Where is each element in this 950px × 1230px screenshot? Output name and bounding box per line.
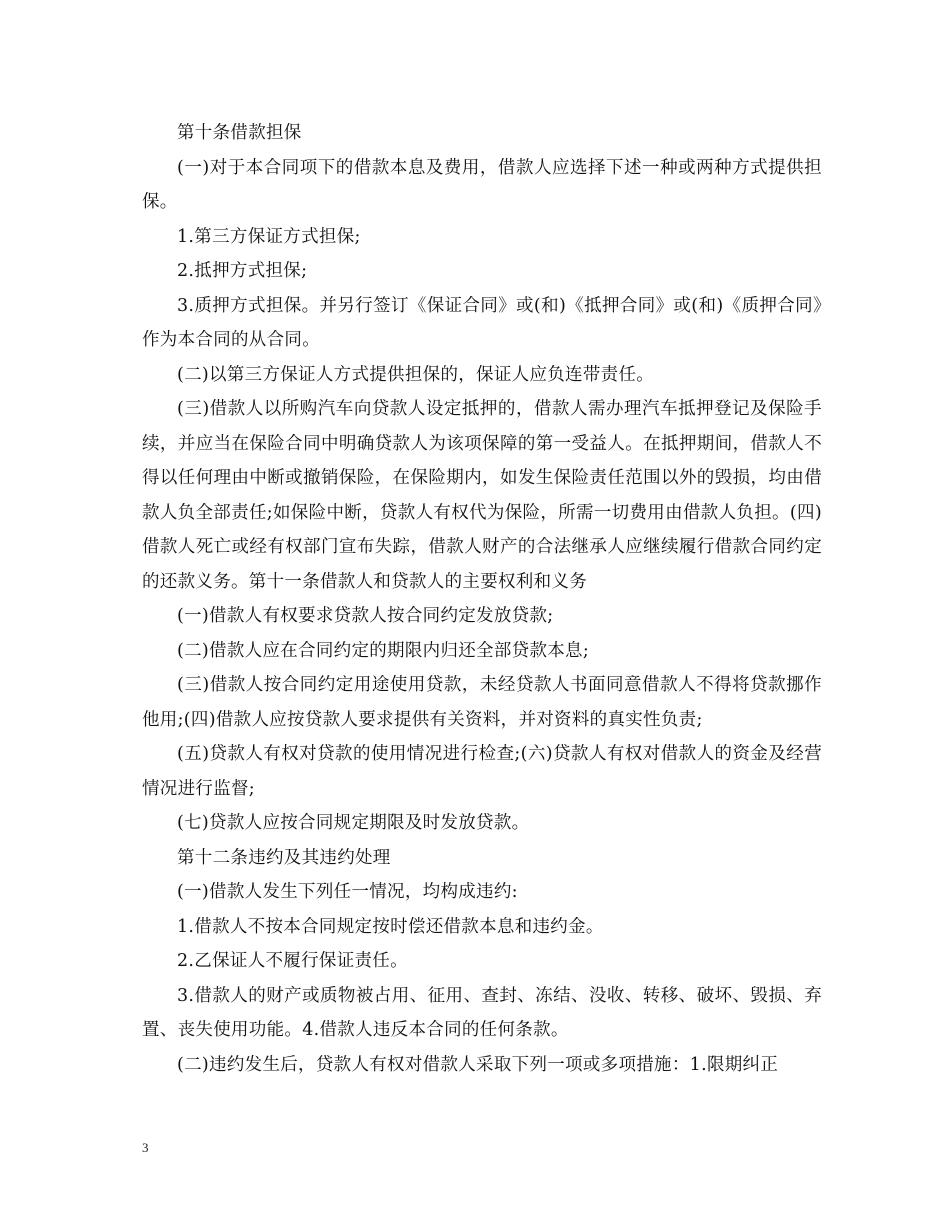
paragraph: 1.借款人不按本合同规定按时偿还借款本息和违约金。 <box>177 916 604 937</box>
paragraph: (七)贷款人应按合同规定期限及时发放贷款。 <box>177 813 530 833</box>
paragraph: (二)借款人应在合同约定的期限内归还全部贷款本息; <box>177 640 590 661</box>
paragraph: 第十条借款担保 <box>177 123 302 143</box>
paragraph: 3.质押方式担保。并另行签订《保证合同》或(和)《抵押合同》或(和)《质押合同》作为本合同的从合同。 <box>142 295 822 350</box>
paragraph: 2.乙保证人不履行保证责任。 <box>177 951 408 971</box>
page-number: 3 <box>142 1140 149 1155</box>
paragraph: (二)以第三方保证人方式提供担保的，保证人应负连带责任。 <box>177 364 655 385</box>
paragraph: 1.第三方保证方式担保; <box>177 226 361 247</box>
paragraph: 第十二条违约及其违约处理 <box>177 847 391 868</box>
paragraph: (一)借款人有权要求贷款人按合同约定发放贷款; <box>177 606 554 626</box>
paragraph: 3.借款人的财产或质物被占用、征用、查封、冻结、没收、转移、破坏、毁损、弃置、丧失使用功能。4.借款人违反本合同的任何条款。 <box>142 985 822 1040</box>
paragraph: (五)贷款人有权对贷款的使用情况进行检查;(六)贷款人有权对借款人的资金及经营情况进行监督; <box>142 744 822 799</box>
paragraph: 2.抵押方式担保; <box>177 261 308 281</box>
paragraph: (二)违约发生后，贷款人有权对借款人采取下列一项或多项措施：1.限期纠正 <box>177 1054 779 1075</box>
paragraph: (三)借款人以所购汽车向贷款人设定抵押的，借款人需办理汽车抵押登记及保险手续，并应当在保险合同中明确贷款人为该项保障的第一受益人。在抵押期间，借款人不得以任何理由中断或撤销保险，在保险期内，如发生保险责任范围以外的毁损，均由借款人负全部责任;如保险中断，贷款人有权代为保险，所需一切费用由借款人负担。(四)借款人死亡或经有权部门宣布失踪，借款人财产的合法继承人应继续履行借款合同约定的还款义务。第十一条借款人和贷款人的主要权利和义务 <box>142 399 822 592</box>
paragraph: (一)对于本合同项下的借款本息及费用，借款人应选择下述一种或两种方式提供担保。 <box>142 157 822 212</box>
paragraph: (一)借款人发生下列任一情况，均构成违约: <box>177 882 518 902</box>
document-body <box>142 116 822 1082</box>
paragraph: (三)借款人按合同约定用途使用贷款，未经贷款人书面同意借款人不得将贷款挪作他用;(四)借款人应按贷款人要求提供有关资料，并对资料的真实性负责; <box>142 675 822 730</box>
